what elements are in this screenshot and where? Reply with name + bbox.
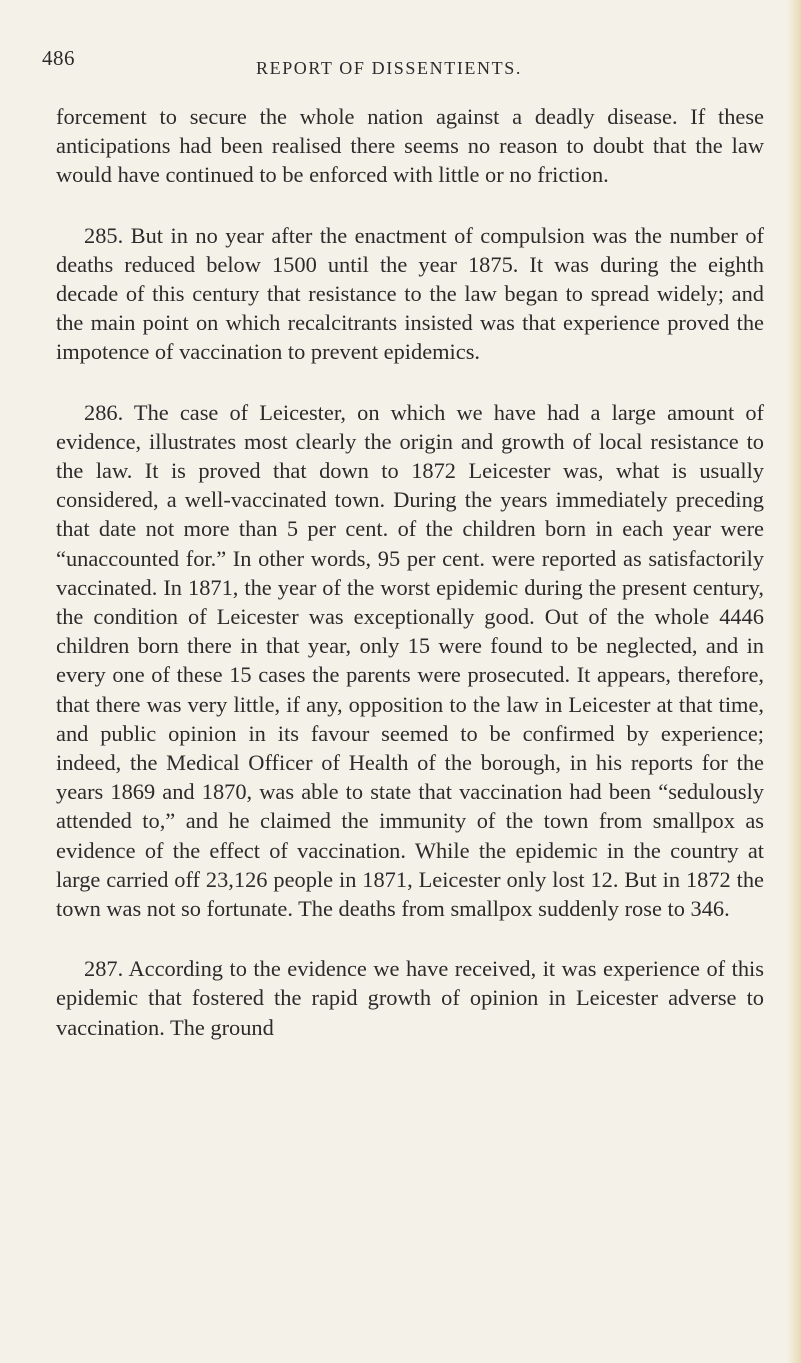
paragraph-286: 286. The case of Leicester, on which we have had a large amount of evidence, illustrates most clearly the origin and growth of local resistance to the law. It is proved that down to 1872 Leicester was, what is usually considered, a well-vaccinated town. During the years immediately preceding that date not more than 5 per cent. of the children born in each year were “unaccounted for.” In other words, 95 per cent. were reported as satisfactorily vaccinated. In 1871, the year of the worst epidemic during the present century, the condition of Leicester was exceptionally good. Out of the whole 4446 children born there in that year, only 15 were found to be neglected, and in every one of these 15 cases the parents were prosecuted. It appears, therefore, that there was very little, if any, opposition to the law in Leicester at that time, and public opinion in its favour seemed to be confirmed by experience; indeed, the Medical Officer of Health of the borough, in his reports for the years 1869 and 1870, was able to state that vaccination had been “sedulously attended to,” and he claimed the immunity of the town from smallpox as evidence of the effect of vaccination. While the epidemic in the country at large carried off 23,126 people in 1871, Leicester only lost 12. But in 1872 the town was not so fortunate. The deaths from smallpox suddenly rose to 346. [56,399,764,922]
paragraph-285: 285. But in no year after the enactment of compulsion was the number of deaths reduced below 1500 until the year 1875. It was during the eighth decade of this century that resistance to the law began to spread widely; and the main point on which recalcitrants insisted was that experience proved the impotence of vaccination to prevent epidemics. [56,222,764,365]
paragraph-287: 287. According to the evidence we have received, it was experience of this epidemic that fostered the rapid growth of opinion in Leicester adverse to vaccination. The ground [56,956,764,1040]
paragraph-continuation: forcement to secure the whole nation against a deadly disease. If these anticipations had been realised there seems no reason to doubt that the law would have continued to be enforced with little or no friction. [56,104,764,188]
body-text [56,102,764,1042]
running-head: REPORT OF DISSENTIENTS. [256,58,522,78]
page-edge-stain [787,0,801,1363]
page-number: 486 [42,46,75,70]
